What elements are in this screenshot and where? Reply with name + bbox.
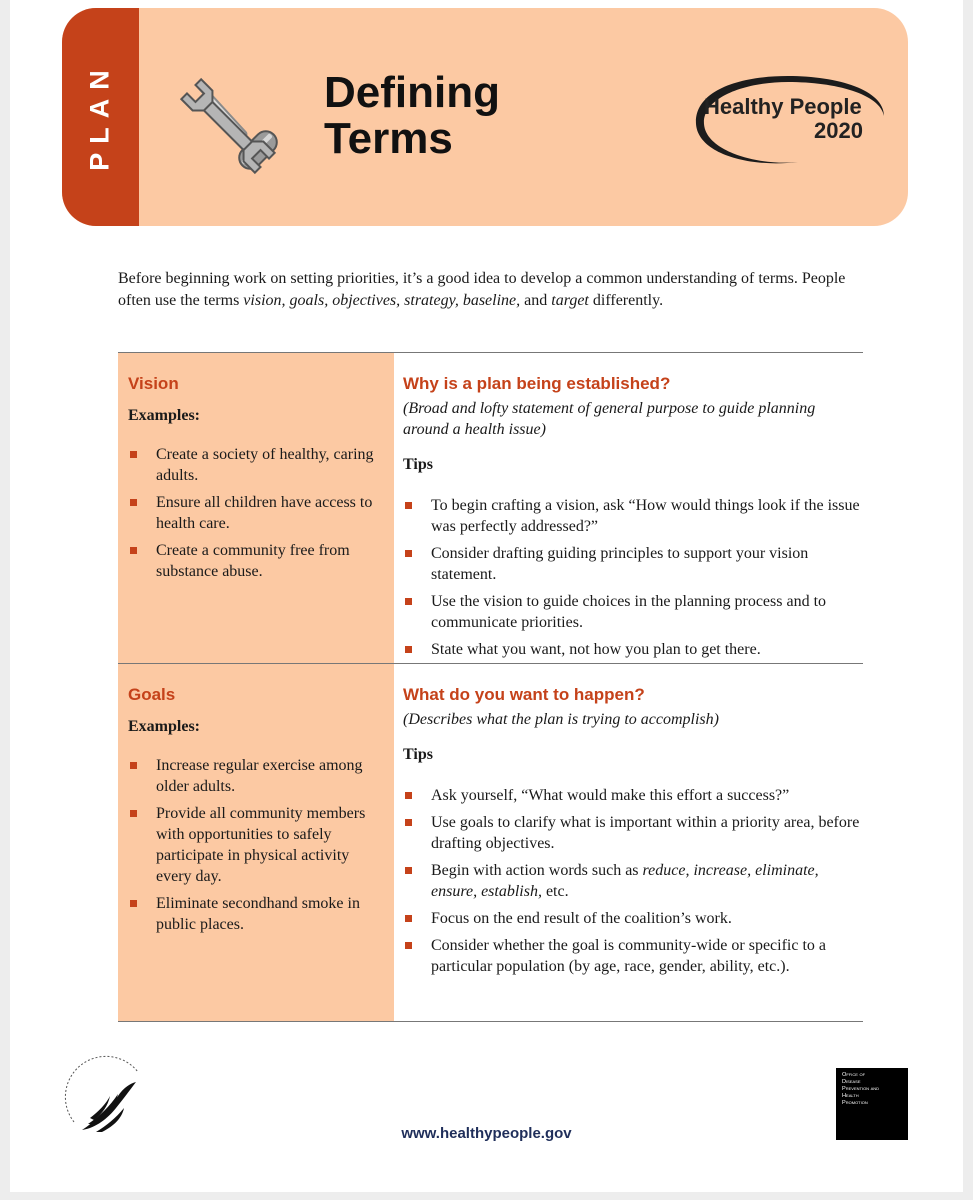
list-item: Increase regular exercise among older adults. [128, 755, 388, 797]
terms-table [118, 352, 863, 1022]
question-heading: Why is a plan being established? [403, 374, 671, 393]
page-title: Defining Terms [324, 68, 500, 163]
odphp-logo-text: Office of Disease Prevention and Health Promotion [842, 1072, 880, 1106]
tips-label: Tips [403, 456, 433, 473]
intro-paragraph: Before beginning work on setting priorities, it’s a good idea to develop a common understanding of terms. People often use the terms vision, goals, objectives, strategy, baseline, and target differently. [118, 270, 846, 309]
list-item: Provide all community members with opportunities to safely participate in physical activity every day. [128, 803, 388, 887]
wrench-screwdriver-icon [170, 68, 286, 184]
list-item: Begin with action words such as reduce, increase, eliminate, ensure, establish, etc. [403, 860, 863, 902]
list-item: Eliminate secondhand smoke in public places. [128, 893, 388, 935]
logo-year: 2020 [814, 118, 863, 143]
tips-list [403, 495, 863, 660]
term-heading: Vision [128, 374, 179, 393]
vision-term-cell [118, 353, 394, 663]
goals-row [118, 663, 863, 1022]
list-item: Ensure all children have access to health care. [128, 492, 388, 534]
document-page [10, 0, 963, 1192]
examples-list [128, 755, 388, 935]
plan-label: PLAN [84, 61, 115, 171]
header-banner [62, 8, 908, 226]
vision-detail-cell [394, 353, 863, 674]
goals-term-cell [118, 664, 394, 1021]
list-item: State what you want, not how you plan to get there. [403, 639, 863, 660]
list-item: Create a society of healthy, caring adults. [128, 444, 388, 486]
goals-detail-cell [394, 664, 863, 991]
list-item: Use the vision to guide choices in the planning process and to communicate priorities. [403, 591, 863, 633]
vision-row [118, 352, 863, 663]
tips-label: Tips [403, 746, 433, 763]
logo-text: Healthy People [704, 94, 862, 119]
term-heading: Goals [128, 685, 176, 704]
footer-url[interactable]: www.healthypeople.gov [401, 1125, 572, 1142]
examples-list [128, 444, 388, 582]
list-item: Consider drafting guiding principles to support your vision statement. [403, 543, 863, 585]
list-item: Create a community free from substance abuse. [128, 540, 388, 582]
plan-tab [62, 8, 139, 226]
list-item: Consider whether the goal is community-wide or specific to a particular population (by age, race, gender, ability, etc.). [403, 935, 863, 977]
examples-label: Examples: [128, 718, 200, 735]
tips-list [403, 785, 863, 977]
list-item: Focus on the end result of the coalition’s work. [403, 908, 863, 929]
list-item: Ask yourself, “What would make this effort a success?” [403, 785, 863, 806]
description: (Broad and lofty statement of general purpose to guide planning around a health issue) [403, 400, 816, 438]
list-item: Use goals to clarify what is important within a priority area, before drafting objectives. [403, 812, 863, 854]
question-heading: What do you want to happen? [403, 685, 645, 704]
list-item: To begin crafting a vision, ask “How would things look if the issue was perfectly addressed?” [403, 495, 863, 537]
examples-label: Examples: [128, 407, 200, 424]
description: (Describes what the plan is trying to accomplish) [403, 711, 719, 728]
odphp-logo [836, 1068, 908, 1140]
